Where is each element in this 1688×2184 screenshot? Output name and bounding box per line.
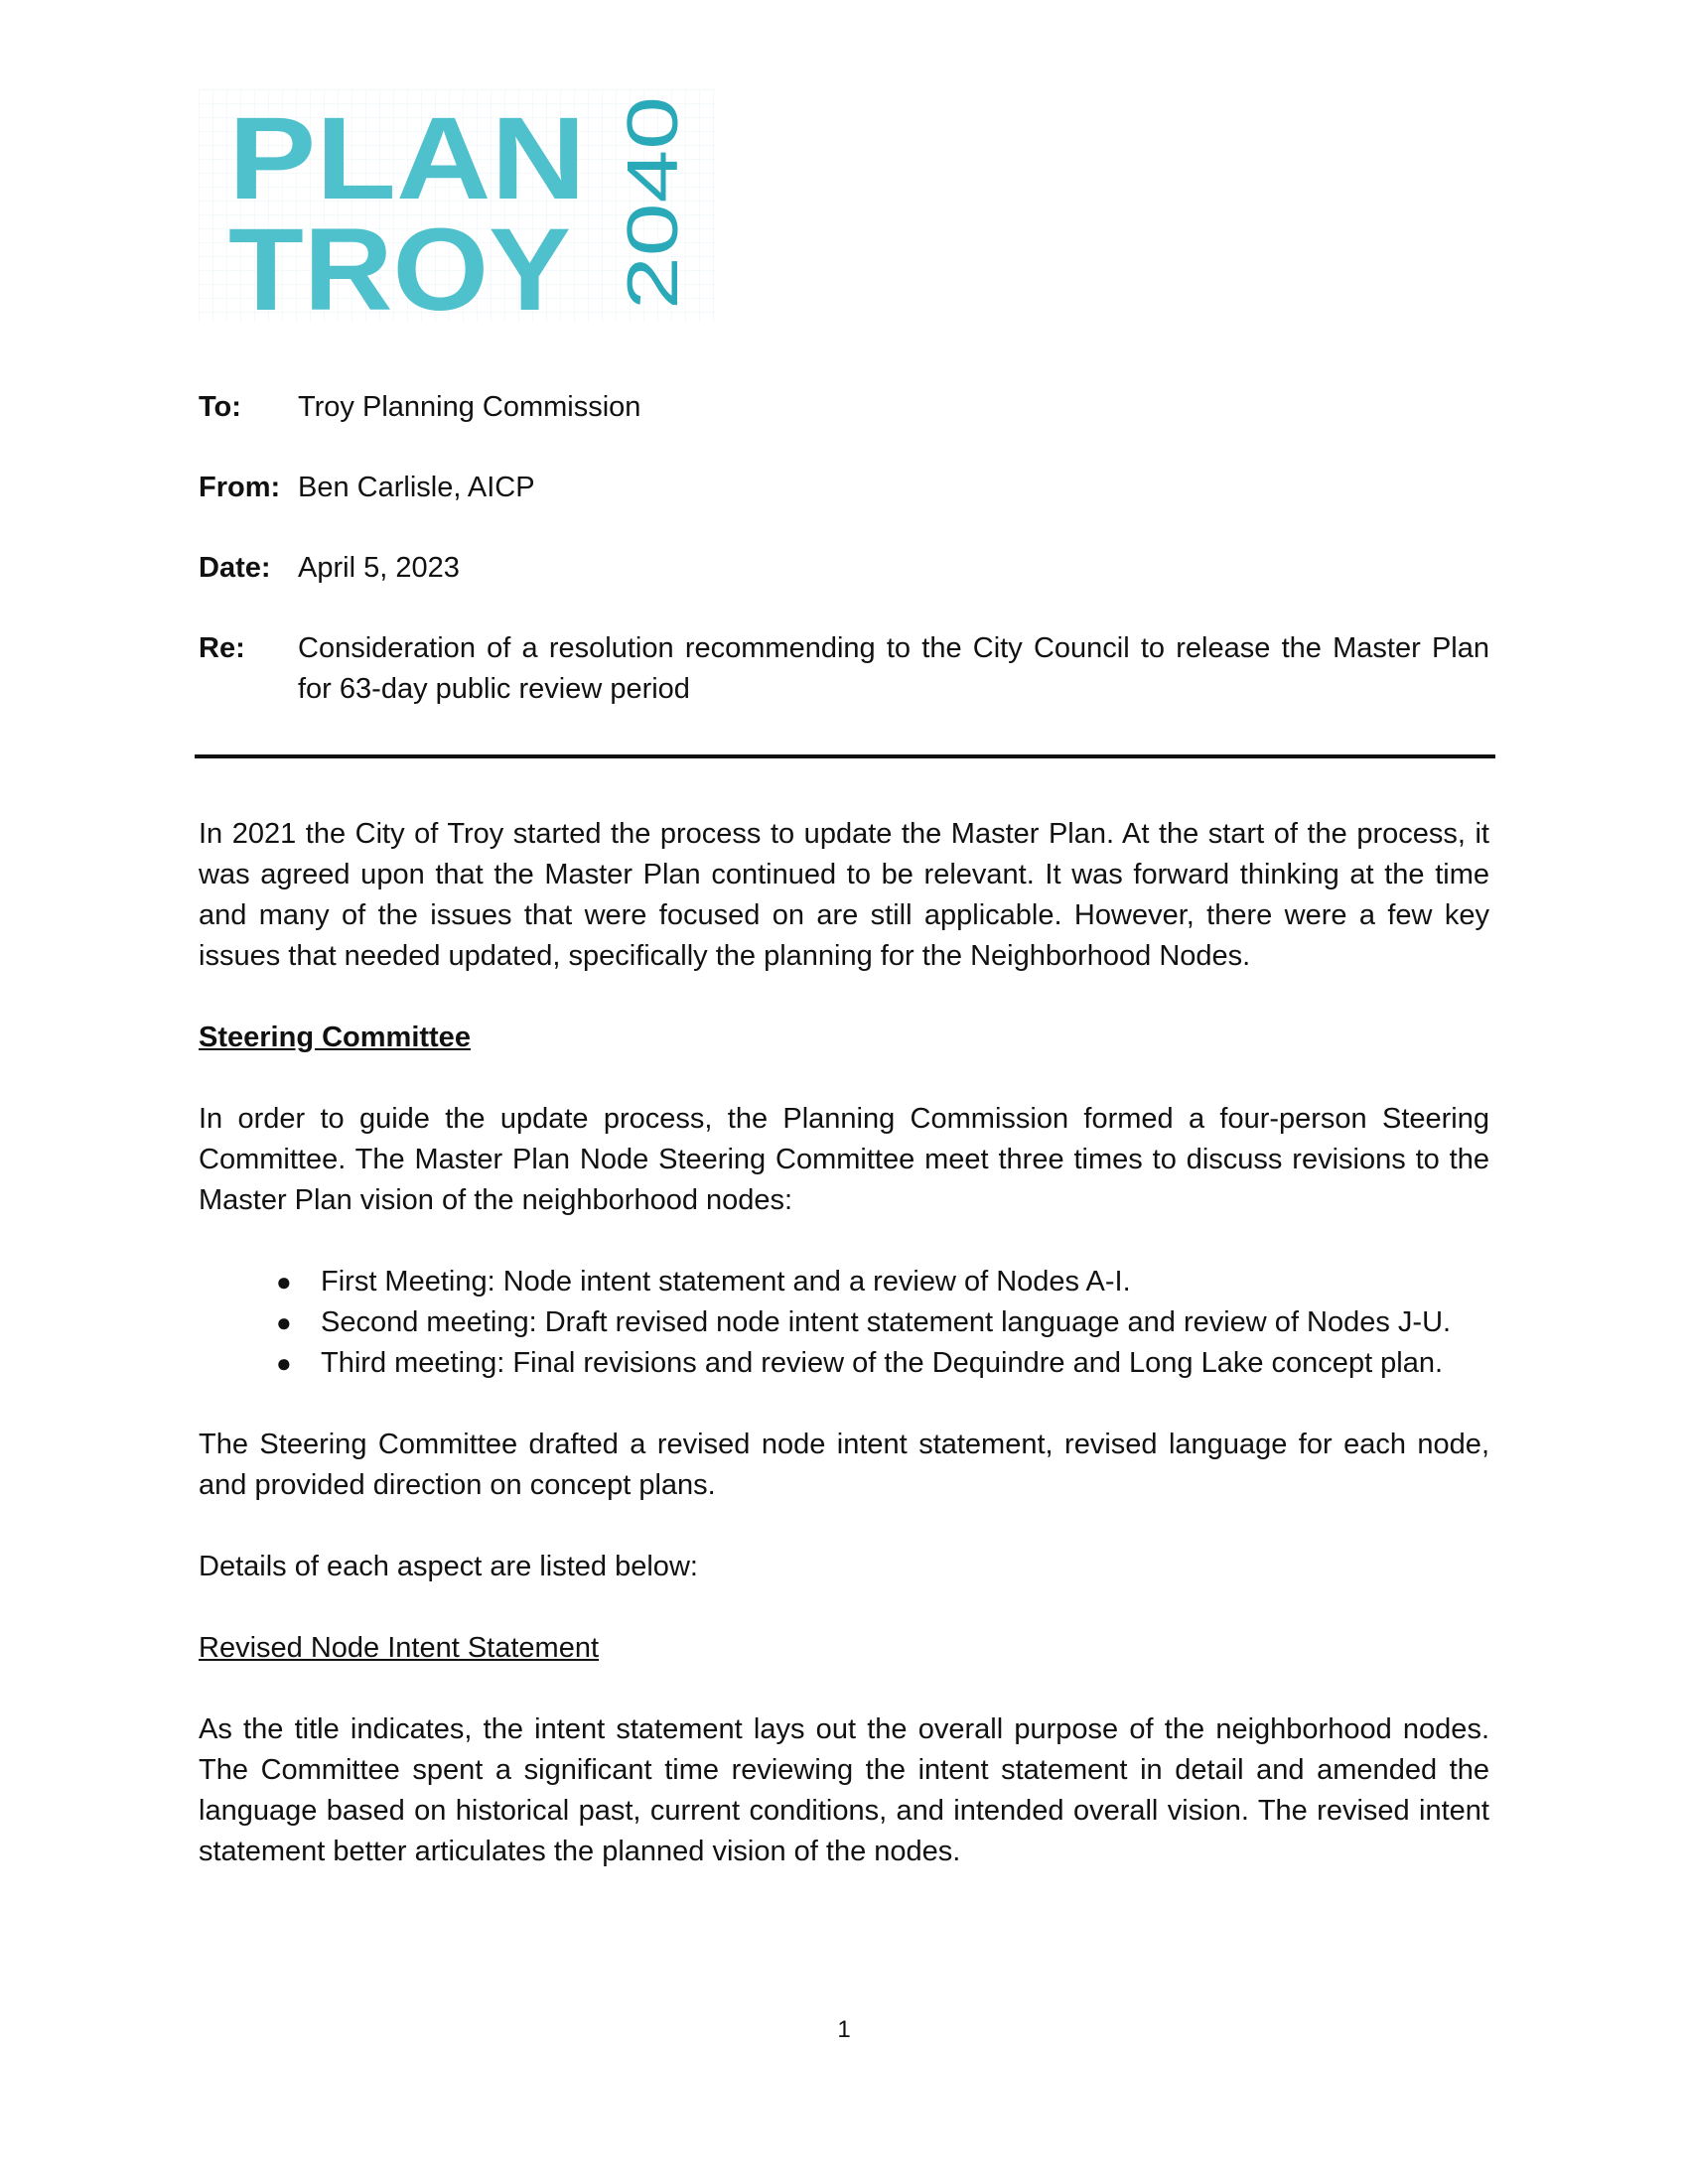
list-item bbox=[199, 1343, 1489, 1384]
from-label: From: bbox=[199, 472, 281, 503]
header-divider bbox=[195, 754, 1495, 758]
re-label: Re: bbox=[199, 632, 245, 664]
list-item-text: Third meeting: Final revisions and review of the Dequindre and Long Lake concept plan. bbox=[321, 1347, 1444, 1379]
to-label: To: bbox=[199, 391, 241, 423]
page-number: 1 bbox=[837, 2016, 851, 2043]
list-item bbox=[199, 1262, 1489, 1302]
meeting-list bbox=[199, 1262, 1489, 1384]
bullet-icon: ● bbox=[276, 1307, 292, 1337]
drafted-paragraph: The Steering Committee drafted a revised node intent statement, revised language for each node, and provided direction on concept plans. bbox=[199, 1429, 1489, 1501]
date-row bbox=[199, 548, 1489, 589]
steering-committee-paragraph: In order to guide the update process, the Planning Commission formed a four-person Steering Committee. The Master Plan Node Steering Committee meet three times to discuss revisions to the Master Plan vision of the neighborhood nodes: bbox=[199, 1103, 1489, 1216]
intro-paragraph: In 2021 the City of Troy started the process to update the Master Plan. At the start of the process, it was agreed upon that the Master Plan continued to be relevant. It was forward thinking at the time and many of the issues that were focused on are still applicable. However, there were a few key issues that needed updated, specifically the planning for the Neighborhood Nodes. bbox=[199, 818, 1489, 972]
logo-year: 2040 bbox=[614, 150, 693, 310]
logo-word-plan: PLAN bbox=[228, 93, 586, 224]
details-paragraph: Details of each aspect are listed below: bbox=[199, 1551, 698, 1582]
memo-header bbox=[199, 387, 1489, 750]
steering-committee-heading: Steering Committee bbox=[199, 1022, 471, 1053]
list-item-text: First Meeting: Node intent statement and a review of Nodes A-I. bbox=[321, 1266, 1131, 1297]
intent-statement-heading: Revised Node Intent Statement bbox=[199, 1632, 600, 1664]
re-value: Consideration of a resolution recommending to the City Council to release the Master Plan for 63-day public review period bbox=[298, 632, 1489, 705]
bullet-icon: ● bbox=[276, 1267, 292, 1297]
list-item-text: Second meeting: Draft revised node intent statement language and review of Nodes J-U. bbox=[321, 1306, 1452, 1338]
memo-body bbox=[199, 814, 1489, 1913]
intent-statement-paragraph: As the title indicates, the intent statement lays out the overall purpose of the neighborhood nodes. The Committee spent a significant time reviewing the intent statement in detail and amended the language based on historical past, current conditions, and intended overall vision. The revised intent statement better articulates the planned vision of the nodes. bbox=[199, 1713, 1489, 1867]
list-item bbox=[199, 1302, 1489, 1343]
to-row bbox=[199, 387, 1489, 428]
date-label: Date: bbox=[199, 552, 271, 584]
from-row bbox=[199, 468, 1489, 508]
bullet-icon: ● bbox=[276, 1348, 292, 1378]
logo-word-troy: TROY bbox=[228, 205, 571, 323]
plan-troy-2040-logo bbox=[199, 89, 715, 323]
from-value: Ben Carlisle, AICP bbox=[298, 472, 535, 503]
to-value: Troy Planning Commission bbox=[298, 391, 641, 423]
logo-graphic bbox=[199, 89, 715, 323]
date-value: April 5, 2023 bbox=[298, 552, 460, 584]
re-row bbox=[199, 628, 1489, 710]
